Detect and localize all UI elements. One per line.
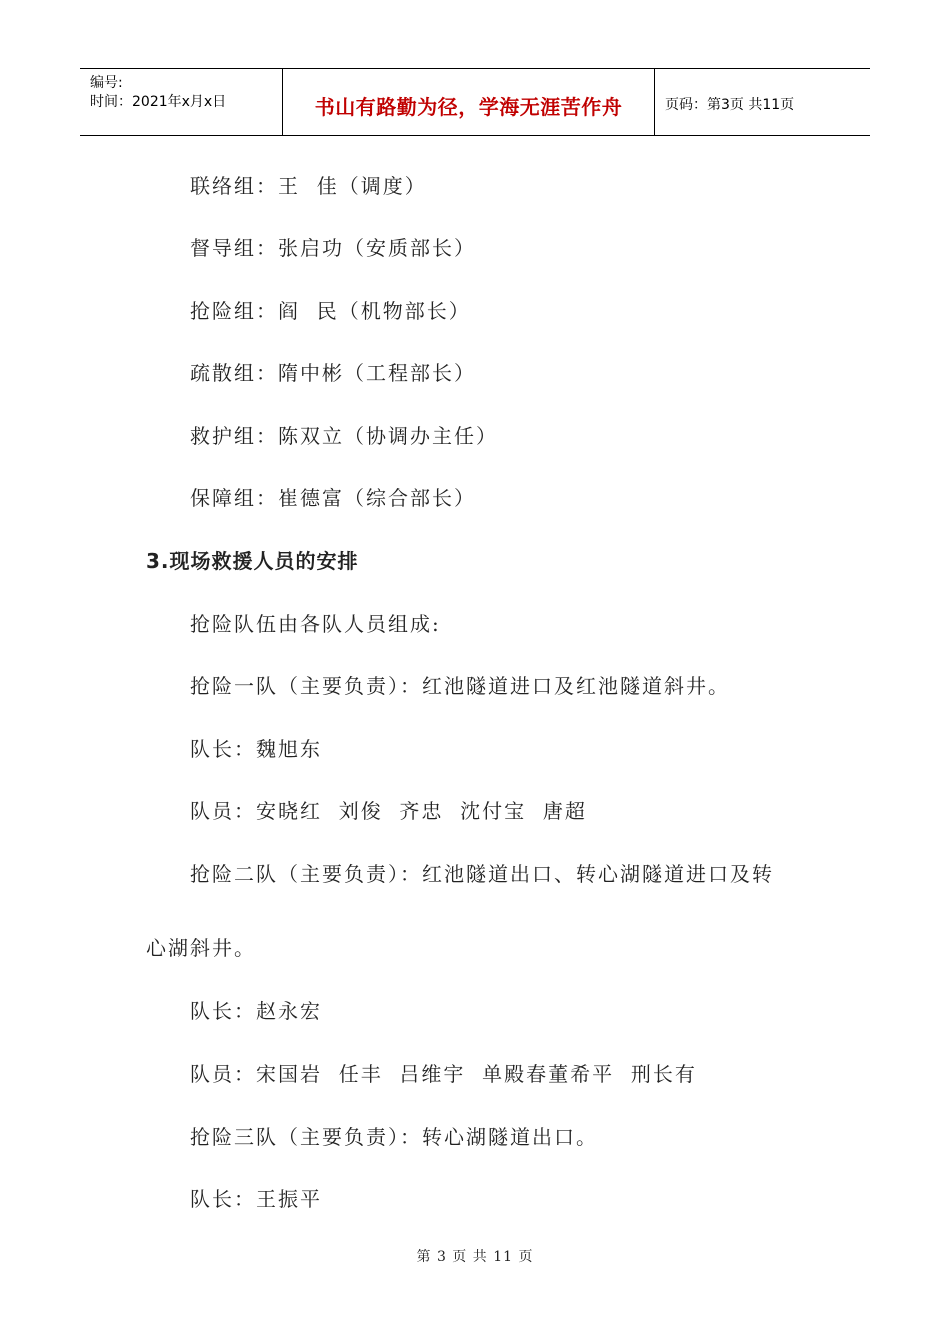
- team-supervision: 督导组：张启功（安质部长）: [190, 236, 476, 260]
- header-page-cell: [655, 69, 870, 135]
- page-header: [80, 68, 870, 136]
- header-motto: 书山有路勤为径，学海无涯苦作舟: [314, 95, 623, 119]
- document-number-label: 编号:: [90, 75, 123, 91]
- page-footer: 第 3 页 共 11 页: [416, 1249, 534, 1265]
- squad-three-leader: 队长：王振平: [190, 1187, 322, 1211]
- squad-two-duty: 抢险二队（主要负责）：红池隧道出口、转心湖隧道进口及转: [190, 862, 774, 886]
- squad-two-members: 队员：宋国岩 任丰 吕维宇 单殿春董希平 刑长有: [190, 1062, 697, 1086]
- squad-one-leader: 队长：魏旭东: [190, 737, 322, 761]
- squad-three-duty: 抢险三队（主要负责）：转心湖隧道出口。: [190, 1125, 598, 1149]
- section-heading: 3.现场救援人员的安排: [146, 549, 359, 573]
- team-liaison: 联络组：王 佳（调度）: [190, 174, 427, 198]
- team-rescue: 抢险组：阎 民（机物部长）: [190, 299, 471, 323]
- document-time-label: 时间：2021年x月x日: [90, 94, 227, 110]
- squad-two-leader: 队长：赵永宏: [190, 999, 322, 1023]
- team-support: 保障组：崔德富（综合部长）: [190, 486, 476, 510]
- team-medical: 救护组：陈双立（协调办主任）: [190, 424, 498, 448]
- header-motto-cell: [283, 69, 655, 135]
- squad-one-members: 队员：安晓红 刘俊 齐忠 沈付宝 唐超: [190, 799, 587, 823]
- squad-one-duty: 抢险一队（主要负责）：红池隧道进口及红池隧道斜井。: [190, 674, 730, 698]
- header-meta-cell: [80, 69, 283, 135]
- header-page-info: 页码：第3页 共11页: [665, 97, 795, 113]
- paragraph-intro: 抢险队伍由各队人员组成:: [190, 612, 441, 636]
- squad-two-duty-cont: 心湖斜井。: [146, 936, 256, 960]
- team-evacuation: 疏散组：隋中彬（工程部长）: [190, 361, 476, 385]
